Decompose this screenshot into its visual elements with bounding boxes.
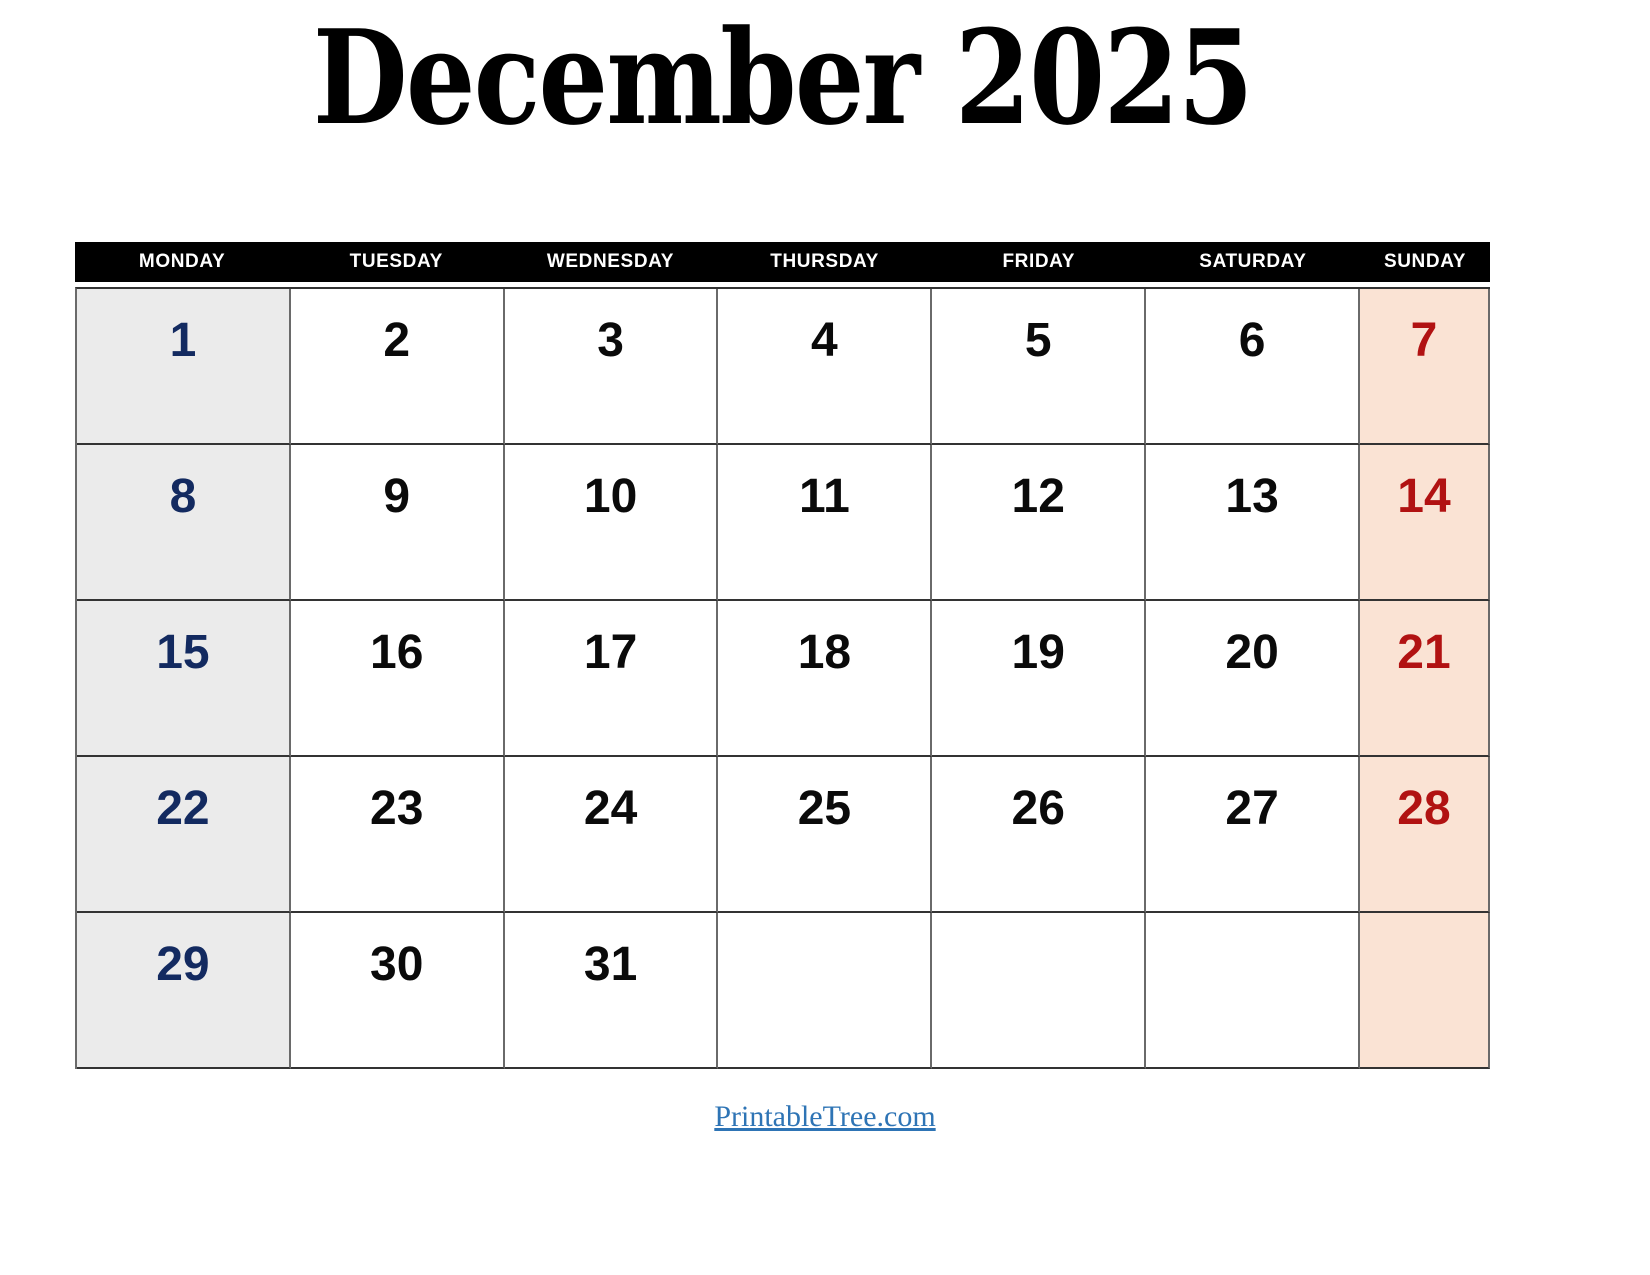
date-cell-dec-2: 2 bbox=[291, 289, 505, 445]
empty-cell bbox=[1146, 913, 1360, 1069]
calendar-title: December 2025 bbox=[312, 1, 1253, 154]
weekday-header-friday: FRIDAY bbox=[1002, 251, 1076, 272]
printabletree-link[interactable]: PrintableTree.com bbox=[714, 1100, 936, 1133]
empty-cell bbox=[932, 913, 1146, 1069]
weekday-header-sunday: SUNDAY bbox=[1383, 251, 1467, 272]
date-cell-dec-21: 21 bbox=[1360, 601, 1490, 757]
weekday-header-tuesday: TUESDAY bbox=[349, 251, 443, 272]
date-cell-dec-7: 7 bbox=[1360, 289, 1490, 445]
date-cell-dec-26: 26 bbox=[932, 757, 1146, 913]
date-cell-dec-30: 30 bbox=[291, 913, 505, 1069]
weekday-header-saturday: SATURDAY bbox=[1199, 251, 1307, 272]
date-cell-dec-18: 18 bbox=[718, 601, 932, 757]
calendar-grid bbox=[75, 287, 1490, 1069]
date-cell-dec-20: 20 bbox=[1146, 601, 1360, 757]
weekday-header-wednesday: WEDNESDAY bbox=[546, 251, 674, 272]
date-cell-dec-17: 17 bbox=[505, 601, 719, 757]
date-cell-dec-24: 24 bbox=[505, 757, 719, 913]
date-cell-dec-22: 22 bbox=[77, 757, 291, 913]
weekday-header-monday: MONDAY bbox=[138, 251, 226, 272]
date-cell-dec-6: 6 bbox=[1146, 289, 1360, 445]
date-cell-dec-5: 5 bbox=[932, 289, 1146, 445]
date-cell-dec-3: 3 bbox=[505, 289, 719, 445]
date-cell-dec-8: 8 bbox=[77, 445, 291, 601]
date-cell-dec-1: 1 bbox=[77, 289, 291, 445]
date-cell-dec-28: 28 bbox=[1360, 757, 1490, 913]
date-cell-dec-11: 11 bbox=[718, 445, 932, 601]
date-cell-dec-14: 14 bbox=[1360, 445, 1490, 601]
date-cell-dec-4: 4 bbox=[718, 289, 932, 445]
weekday-header-thursday: THURSDAY bbox=[770, 251, 879, 272]
date-cell-dec-9: 9 bbox=[291, 445, 505, 601]
date-cell-dec-16: 16 bbox=[291, 601, 505, 757]
date-cell-dec-12: 12 bbox=[932, 445, 1146, 601]
date-cell-dec-23: 23 bbox=[291, 757, 505, 913]
date-cell-dec-27: 27 bbox=[1146, 757, 1360, 913]
calendar bbox=[75, 242, 1490, 1069]
weekday-header-row bbox=[75, 242, 1490, 282]
empty-cell bbox=[1360, 913, 1490, 1069]
date-cell-dec-29: 29 bbox=[77, 913, 291, 1069]
date-cell-dec-15: 15 bbox=[77, 601, 291, 757]
empty-cell bbox=[718, 913, 932, 1069]
footer bbox=[0, 1100, 1650, 1134]
date-cell-dec-10: 10 bbox=[505, 445, 719, 601]
date-cell-dec-31: 31 bbox=[505, 913, 719, 1069]
date-cell-dec-19: 19 bbox=[932, 601, 1146, 757]
date-cell-dec-25: 25 bbox=[718, 757, 932, 913]
date-cell-dec-13: 13 bbox=[1146, 445, 1360, 601]
